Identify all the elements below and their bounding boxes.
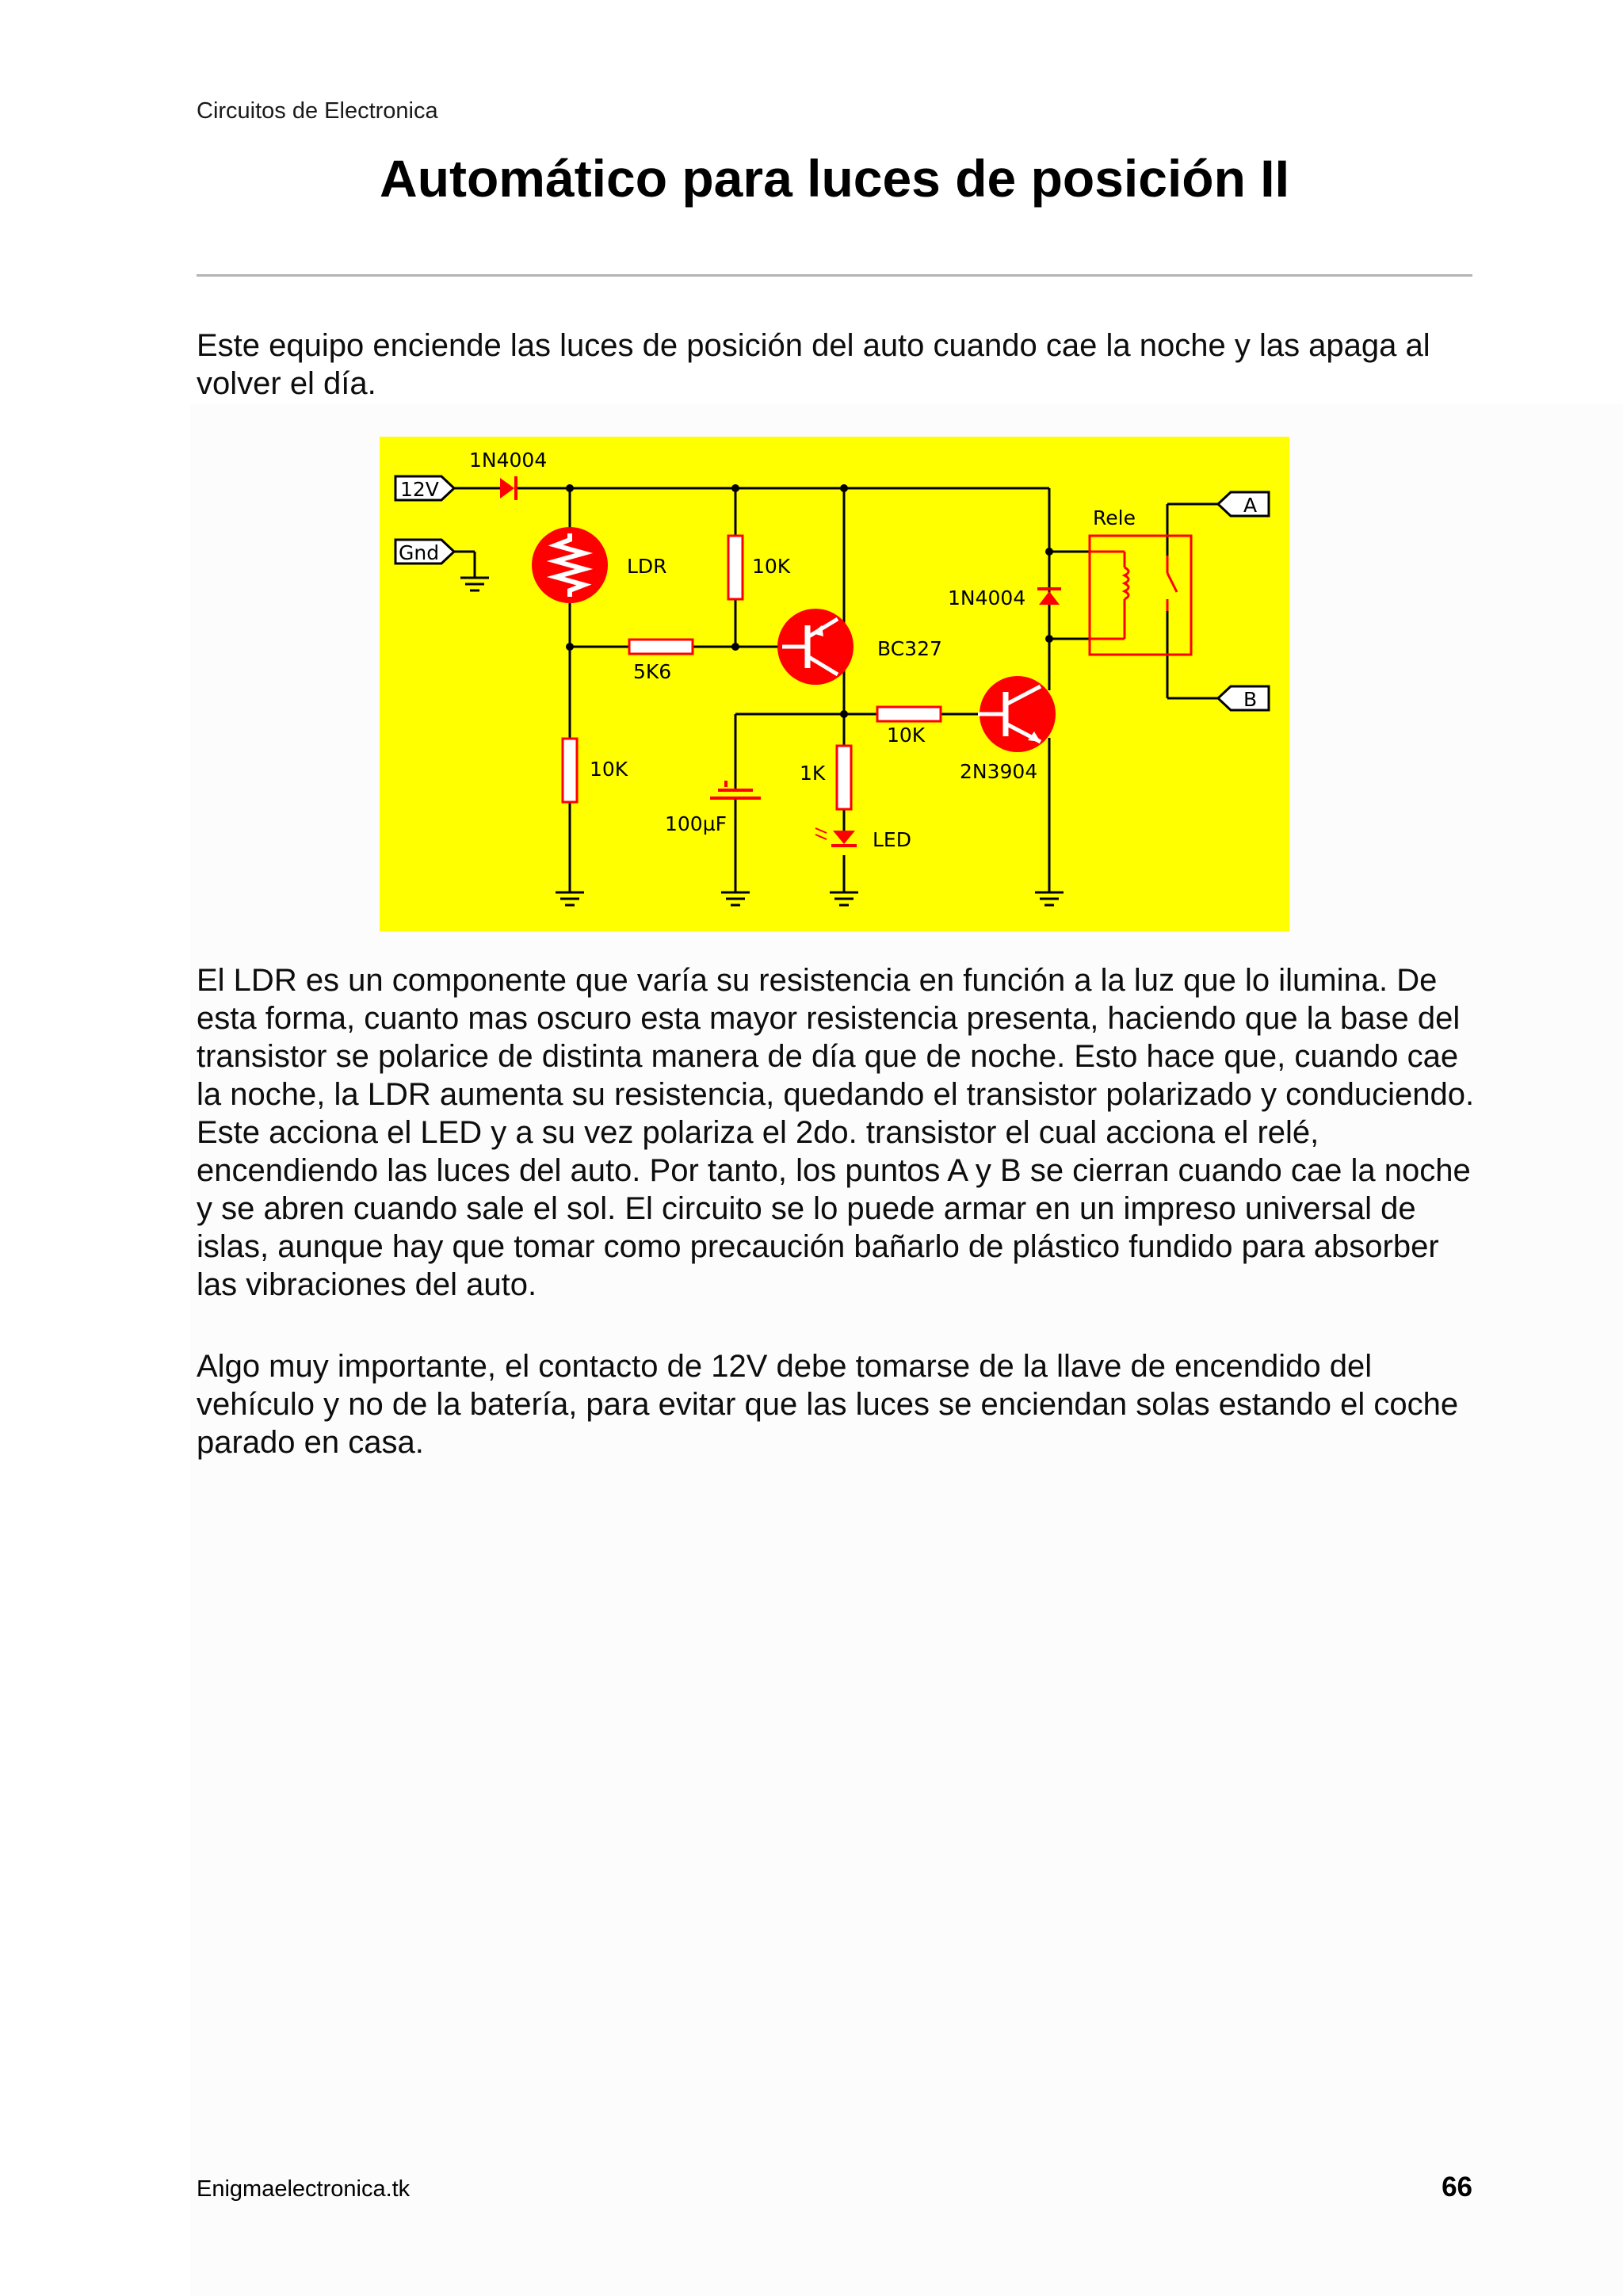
intro-paragraph: Este equipo enciende las luces de posición del auto cuando cae la noche y las apaga al volver el día. [197,328,1430,401]
label-ldr: LDR [627,555,667,578]
label-r-10k-base: 10K [887,724,926,747]
body-paragraph-2: Algo muy importante, el contacto de 12V debe tomarse de la llave de encendido del vehículo y no de la batería, para evitar que las luces se enciendan solas estando el coche parado en casa. [197,1349,1459,1460]
circuit-schematic [380,437,1289,931]
label-gnd: Gnd [399,541,440,564]
terminal-b [1218,686,1269,711]
transistor-2n3904 [978,676,1056,752]
body-paragraph-1: El LDR es un componente que varía su resistencia en función a la luz que lo ilumina. De esta forma, cuanto mas oscuro esta mayor resistencia presenta, haciendo que la base del transistor se polarice de distinta manera de día que de noche. Esto hace que, cuando cae la noche, la LDR aumenta su resistencia, quedando el transistor polarizado y conduciendo. Este acciona el LED y a su vez polariza el 2do. transistor el cual acciona el relé, encendiendo las luces del auto. Por tanto, los puntos A y B se cierran cuando cae la noche y se abren cuando sale el sol. El circuito se lo puede armar en un impreso universal de islas, aunque hay que tomar como precaución bañarlo de plástico fundido para absorber las vibraciones del auto. [197,963,1475,1302]
page-number: 66 [1442,2172,1472,2202]
led [815,828,857,846]
terminal-12v [395,476,454,501]
running-header: Circuitos de Electronica [197,98,438,124]
label-a: A [1243,494,1258,517]
label-r-10k-left: 10K [590,758,628,781]
label-r-5k6: 5K6 [633,660,672,683]
footer-site: Enigmaelectronica.tk [197,2176,411,2202]
terminal-gnd [395,540,454,564]
label-b: B [1243,688,1258,711]
label-diode-input: 1N4004 [469,449,548,472]
ground-symbols [460,578,1064,905]
label-bc327: BC327 [877,637,942,660]
label-r-1k: 1K [800,762,826,785]
label-cap: 100µF [665,812,727,835]
diode-input [500,476,516,500]
label-2n3904: 2N3904 [960,760,1038,783]
label-12v: 12V [400,478,439,501]
title-divider [197,274,1472,277]
transistor-bc327 [777,609,854,685]
page-title: Automático para luces de posición II [380,149,1289,208]
label-led: LED [873,828,911,851]
ldr [532,527,608,603]
label-rele: Rele [1093,506,1136,529]
diode-relay [1037,589,1061,605]
label-r-10k-top: 10K [752,555,791,578]
label-diode-relay: 1N4004 [948,586,1026,609]
relay [1090,536,1191,655]
terminal-a [1218,492,1269,517]
schematic-drawing [380,437,1289,931]
